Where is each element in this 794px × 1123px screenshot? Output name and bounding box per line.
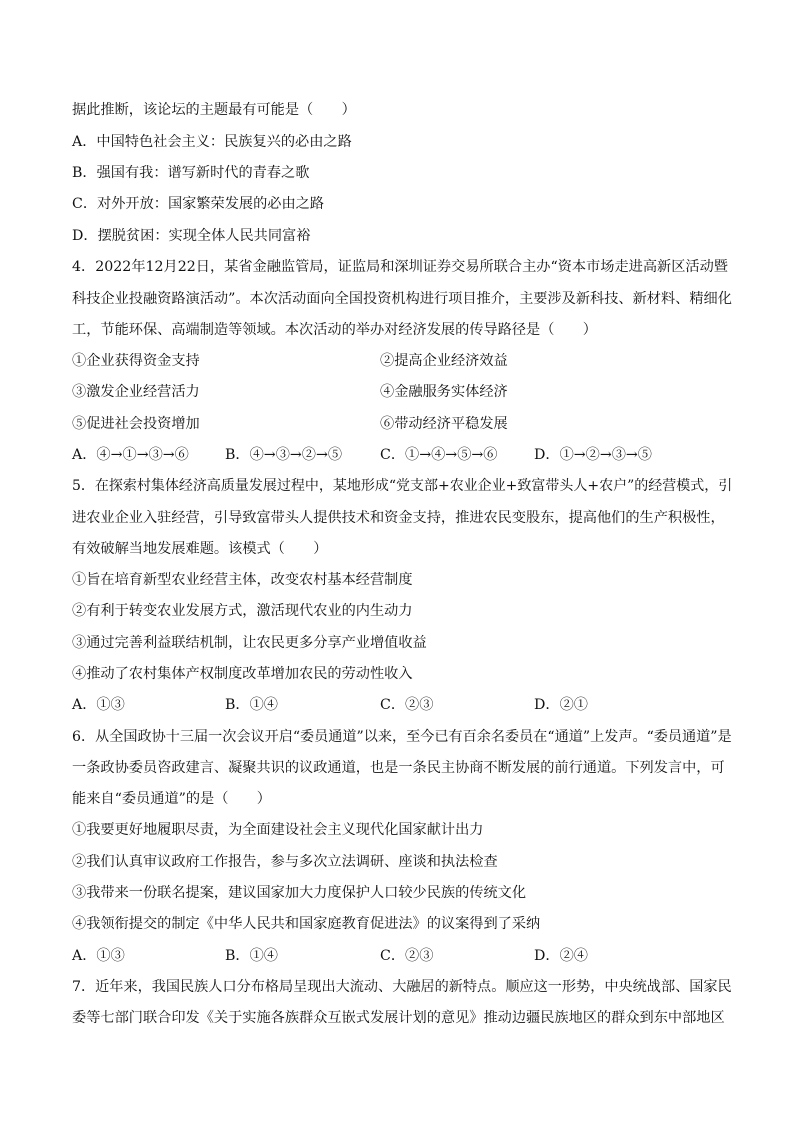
q6-stem-line-1: 6．从全国政协十三届一次会议开启“委员通道”以来，至今已有百余名委员在“通道”上发声。“委员通道”是 [72, 729, 732, 745]
q3-option-b: B．强国有我：谱写新时代的青春之歌 [72, 165, 310, 181]
q3-option-c: C．对外开放：国家繁荣发展的必由之路 [72, 196, 325, 212]
q6-stem-line-3: 能来自“委员通道”的是（ ） [72, 791, 271, 807]
q4-item-2: ②提高企业经济效益 [380, 353, 508, 369]
q6-option-a: A．①③ [72, 948, 125, 964]
q4-item-6: ⑥带动经济平稳发展 [380, 416, 508, 432]
q4-item-1: ①企业获得资金支持 [72, 353, 200, 369]
q7-stem-line-2: 委等七部门联合印发《关于实施各族群众互嵌式发展计划的意见》推动边疆民族地区的群众到东中部地区 [72, 1010, 725, 1026]
q3-option-d: D．摆脱贫困：实现全体人民共同富裕 [72, 228, 311, 244]
q6-item-1: ①我要更好地履职尽责，为全面建设社会主义现代化国家献计出力 [72, 822, 484, 838]
q5-option-a: A．①③ [72, 697, 125, 713]
q4-stem-line-2: 科技企业投融资路演活动”。本次活动面向全国投资机构进行项目推介，主要涉及新科技、新材料、精细化 [72, 291, 732, 307]
q5-item-4: ④推动了农村集体产权制度改革增加农民的劳动性收入 [72, 666, 413, 682]
q5-stem-line-1: 5．在探索村集体经济高质量发展过程中，某地形成“党支部+农业企业+致富带头人+农户”的经营模式，引 [72, 478, 733, 494]
q5-option-d: D．②① [534, 697, 588, 713]
q3-option-a: A．中国特色社会主义：民族复兴的必由之路 [72, 134, 352, 150]
q5-item-2: ②有利于转变农业发展方式，激活现代农业的内生动力 [72, 603, 413, 619]
q5-item-1: ①旨在培育新型农业经营主体，改变农村基本经营制度 [72, 572, 413, 588]
q5-stem-line-3: 有效破解当地发展难题。该模式（ ） [72, 541, 328, 557]
q7-stem-line-1: 7．近年来，我国民族人口分布格局呈现出大流动、大融居的新特点。顺应这一形势，中央统战部、国家民 [72, 979, 732, 995]
q5-item-3: ③通过完善利益联结机制，让农民更多分享产业增值收益 [72, 635, 427, 651]
q4-stem-line-3: 工，节能环保、高端制造等领域。本次活动的举办对经济发展的传导路径是（ ） [72, 322, 597, 338]
q4-option-c: C．①→④→⑤→⑥ [380, 447, 498, 463]
q4-item-4: ④金融服务实体经济 [380, 384, 508, 400]
q5-option-c: C．②③ [380, 697, 434, 713]
q6-option-d: D．②④ [534, 948, 588, 964]
q3-stem-tail: 据此推断，该论坛的主题最有可能是（ ） [72, 102, 356, 118]
q4-option-d: D．①→②→③→⑤ [534, 447, 652, 463]
q6-option-b: B．①④ [225, 948, 278, 964]
q5-option-b: B．①④ [225, 697, 278, 713]
q6-stem-line-2: 一条政协委员咨政建言、凝聚共识的议政通道，也是一条民主协商不断发展的前行通道。下列发言中，可 [72, 760, 725, 776]
q4-item-5: ⑤促进社会投资增加 [72, 416, 200, 432]
q6-item-3: ③我带来一份联名提案，建议国家加大力度保护人口较少民族的传统文化 [72, 885, 527, 901]
q6-option-c: C．②③ [380, 948, 434, 964]
q4-option-a: A．④→①→③→⑥ [72, 447, 189, 463]
q4-item-3: ③激发企业经营活力 [72, 384, 200, 400]
q4-stem-line-1: 4．2022年12月22日，某省金融监管局，证监局和深圳证券交易所联合主办“资本市场走进高新区活动暨 [72, 259, 728, 275]
q4-option-b: B．④→③→②→⑤ [225, 447, 343, 463]
q6-item-4: ④我领衔提交的制定《中华人民共和国家庭教育促进法》的议案得到了采纳 [72, 916, 541, 932]
q5-stem-line-2: 进农业企业入驻经营，引导致富带头人提供技术和资金支持，推进农民变股东，提高他们的生产积极性， [72, 510, 725, 526]
q6-item-2: ②我们认真审议政府工作报告，参与多次立法调研、座谈和执法检查 [72, 854, 498, 870]
